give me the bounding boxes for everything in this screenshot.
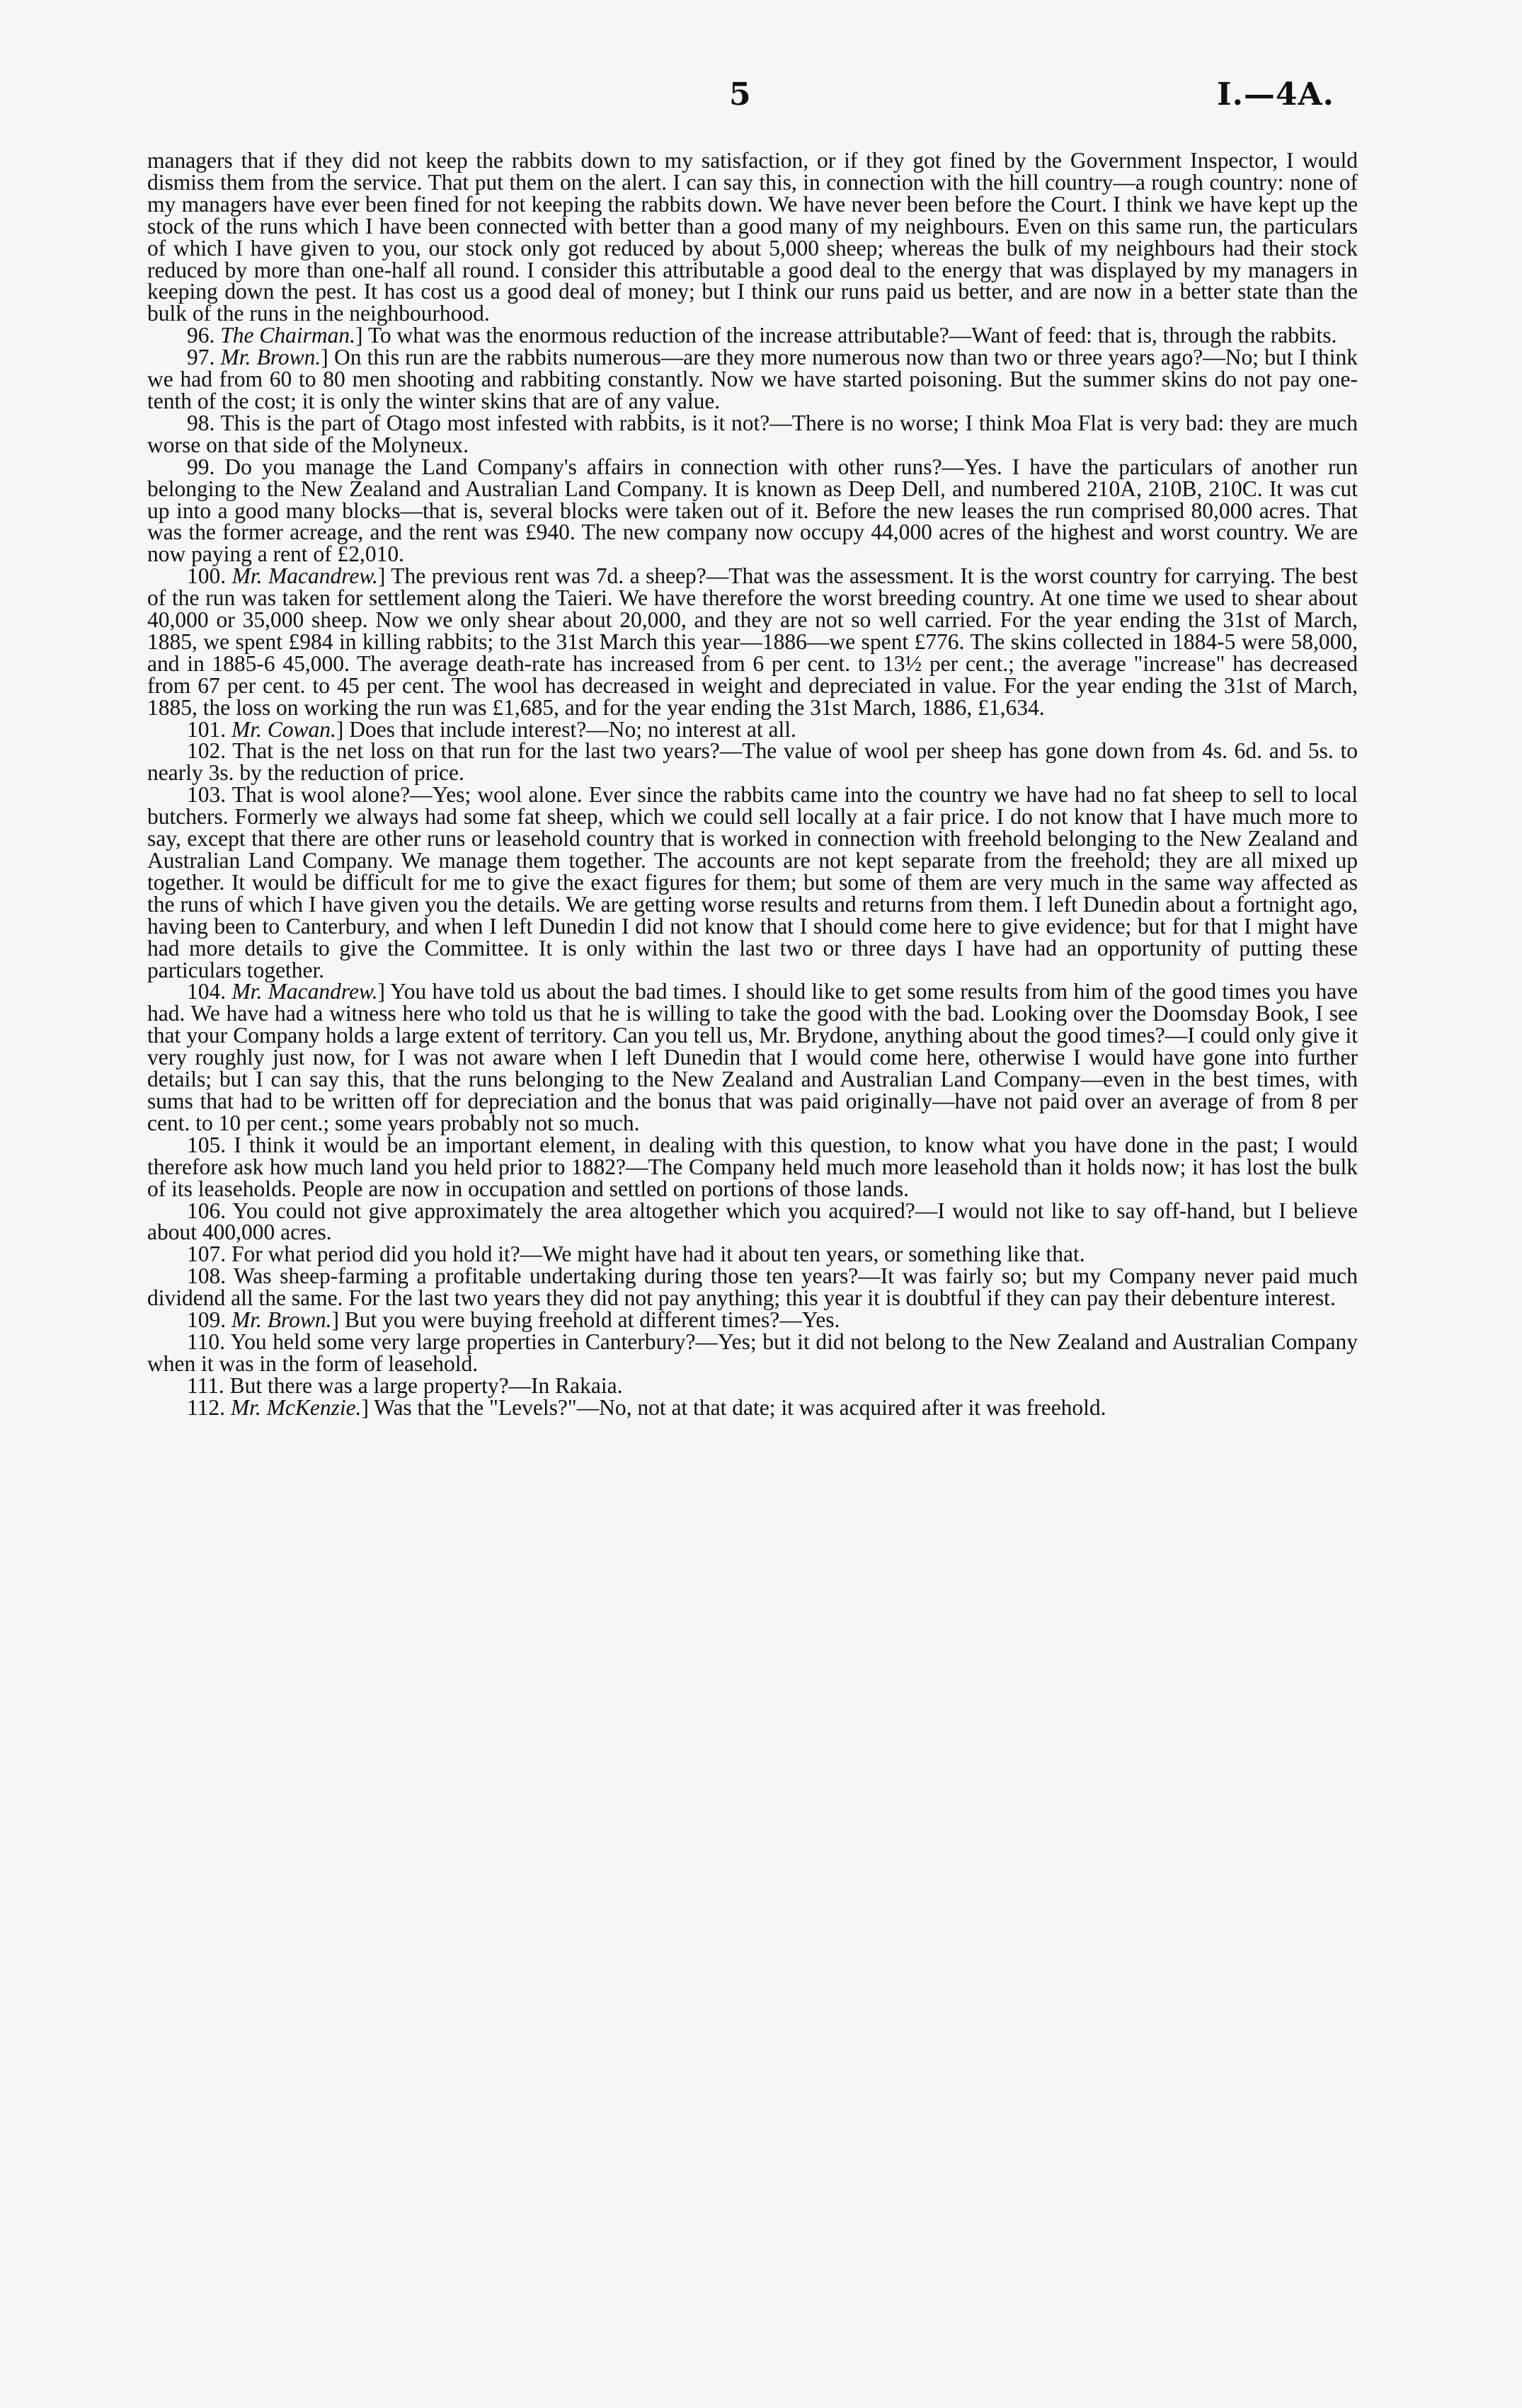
- question-97: 97. Mr. Brown.] On this run are the rabbits numerous—are they more numerous now than two or three years ago?—No; but I think we had from 60 to 80 men shooting and rabbiting constantly. Now we have started poisoning. But the summer skins do not pay one-tenth of the cost; it is only the winter skins that are of any value.: [147, 345, 1358, 413]
- question-103: 103. That is wool alone?—Yes; wool alone. Ever since the rabbits came into the country we have had no fat sheep to sell to local butchers. Formerly we always had some fat sheep, which we could sell locally at a fair price. I do not know that I have much more to say, except that there are other runs or leasehold country that is worked in connection with freehold belonging to the New Zealand and Australian Land Company. We manage them together. The accounts are not kept separate from the freehold; they are all mixed up together. It would be difficult for me to give the exact figures for them; but some of them are very much in the same way affected as the runs of which I have given you the details. We are getting worse results and returns from them. I left Dunedin about a fortnight ago, having been to Canterbury, and when I left Dunedin I did not know that I should come here to give evidence; but for that I might have had more details to give the Committee. It is only within the last two or three days I have had an opportunity of putting these particulars together.: [147, 782, 1358, 982]
- speaker: Mr. McKenzie.: [230, 1394, 362, 1420]
- question-99: 99. Do you manage the Land Company's affairs in connection with other runs?—Yes. I have the particulars of another run belonging to the New Zealand and Australian Land Company. It is known as Deep Dell, and numbered 210A, 210B, 210C. It was cut up into a good many blocks—that is, several blocks were taken out of it. Before the new leases the run comprised 80,000 acres. That was the former acreage, and the rent was £940. The new company now occupy 44,000 acres of the highest and worst country. We are now paying a rent of £2,010.: [147, 454, 1358, 567]
- question-107: 107. For what period did you hold it?—We might have had it about ten years, or something like that.: [187, 1242, 1085, 1267]
- question-110: 110. You held some very large properties in Canterbury?—Yes; but it did not belong to the New Zealand and Australian Company when it was in the form of leasehold.: [147, 1329, 1358, 1376]
- question-100: 100. Mr. Macandrew.] The previous rent was 7d. a sheep?—That was the assessment. It is the worst country for carrying. The best of the run was taken for settlement along the Taieri. We have therefore the worst breeding country. At one time we used to shear about 40,000 or 35,000 sheep. Now we only shear about 20,000, and they are not so well carried. For the year ending the 31st of March, 1885, we spent £984 in killing rabbits; to the 31st March this year—1886—we spent £776. The skins collected in 1884-5 were 58,000, and in 1885-6 45,000. The average death-rate has increased from 6 per cent. to 13½ per cent.; the average "increase" has decreased from 67 per cent. to 45 per cent. The wool has decreased in weight and depreciated in value. For the year ending the 31st of March, 1885, the loss on working the run was £1,685, and for the year ending the 31st March, 1886, £1,634.: [147, 563, 1358, 720]
- speaker: Mr. Macandrew.: [231, 979, 378, 1004]
- speaker: Mr. Macandrew.: [231, 563, 378, 589]
- speaker: Mr. Brown.: [231, 1307, 332, 1333]
- page-header: [0, 76, 1522, 119]
- question-102: 102. That is the net loss on that run for the last two years?—The value of wool per sheep has gone down from 4s. 6d. and 5s. to nearly 3s. by the reduction of price.: [147, 738, 1358, 786]
- question-104: 104. Mr. Macandrew.] You have told us about the bad times. I should like to get some results from him of the good times you have had. We have had a witness here who told us that he is willing to take the good with the bad. Looking over the Doomsday Book, I see that your Company holds a large extent of territory. Can you tell us, Mr. Brydone, anything about the good times?—I could only give it very roughly just now, for I was not aware when I left Dunedin that I would come here, otherwise I would have gone into further details; but I can say this, that the runs belonging to the New Zealand and Australian Land Company—even in the best times, with sums that had to be written off for depreciation and the bonus that was paid originally—have not paid over an average of from 8 per cent. to 10 per cent.; some years probably not so much.: [147, 979, 1358, 1135]
- speaker: Mr. Cowan.: [231, 716, 336, 742]
- paragraph-continuation: managers that if they did not keep the rabbits down to my satisfaction, or if they got fined by the Government Inspector, I would dismiss them from the service. That put them on the alert. I can say this, in connection with the hill country—a rough country: none of my managers have ever been fined for not keeping the rabbits down. We have never been before the Court. I think we have kept up the stock of the runs which I have been connected with better than a good many of my neighbours. Even on this same run, the particulars of which I have given to you, our stock only got reduced by about 5,000 sheep; whereas the bulk of my neighbours had their stock reduced by more than one-half all round. I consider this attributable a good deal to the energy that was displayed by my managers in keeping down the pest. It has cost us a good deal of money; but I think our runs paid us better, and are now in a better state than the bulk of the runs in the neighbourhood.: [147, 148, 1358, 326]
- question-109: 109. Mr. Brown.] But you were buying freehold at different times?—Yes.: [187, 1307, 840, 1333]
- document-reference: I.—4A.: [1217, 76, 1334, 113]
- question-96: 96. The Chairman.] To what was the enormous reduction of the increase attributable?—Want of feed: that is, through the rabbits.: [187, 323, 1337, 348]
- question-105: 105. I think it would be an important element, in dealing with this question, to know what you have done in the past; I would therefore ask how much land you held prior to 1882?—The Company held much more leasehold than it holds now; it has lost the bulk of its leaseholds. People are now in occupation and settled on portions of those lands.: [147, 1132, 1358, 1201]
- question-108: 108. Was sheep-farming a profitable undertaking during those ten years?—It was fairly so; but my Company never paid much dividend all the same. For the last two years they did not pay anything; this year it is doubtful if they can pay their debenture interest.: [147, 1263, 1358, 1311]
- speaker: The Chairman.: [220, 323, 356, 348]
- page-number: 5: [729, 76, 751, 113]
- speaker: Mr. Brown.: [220, 345, 321, 370]
- question-98: 98. This is the part of Otago most infested with rabbits, is it not?—There is no worse; I think Moa Flat is very bad: they are much worse on that side of the Molyneux.: [147, 410, 1358, 457]
- question-112: 112. Mr. McKenzie.] Was that the "Levels?"—No, not at that date; it was acquired after it was freehold.: [187, 1394, 1106, 1420]
- body-text: [147, 150, 1358, 1419]
- question-101: 101. Mr. Cowan.] Does that include interest?—No; no interest at all.: [187, 716, 796, 742]
- question-106: 106. You could not give approximately the area altogether which you acquired?—I would not like to say off-hand, but I believe about 400,000 acres.: [147, 1198, 1358, 1245]
- question-111: 111. But there was a large property?—In Rakaia.: [187, 1372, 623, 1398]
